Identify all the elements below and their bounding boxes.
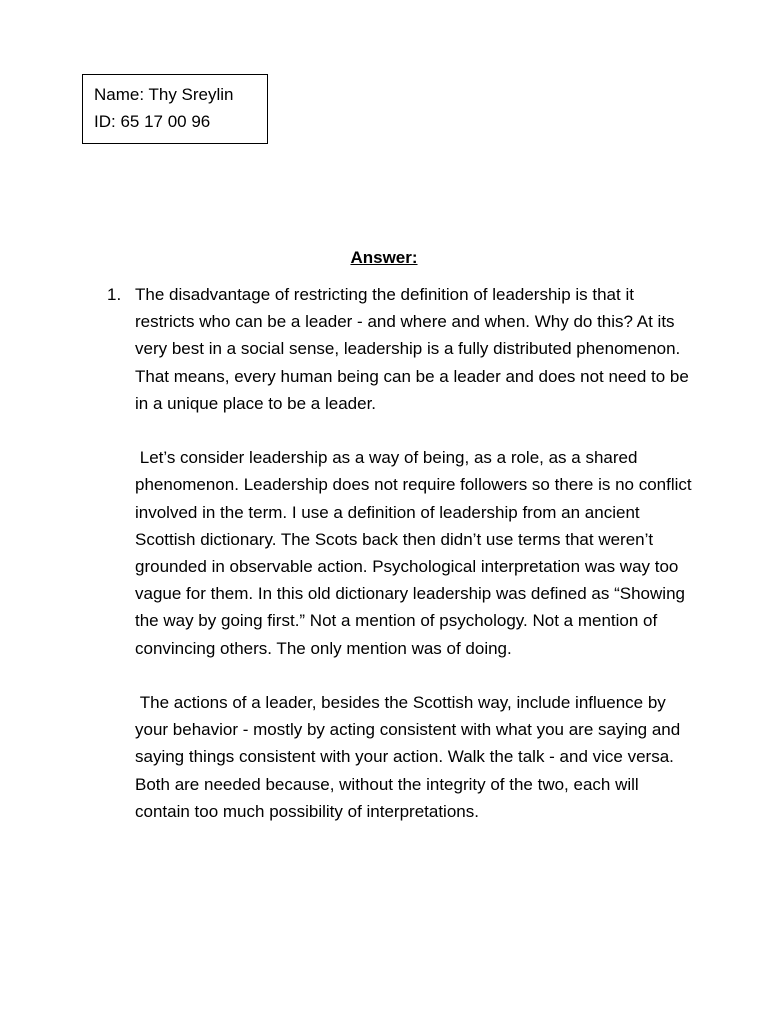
student-name: Name: Thy Sreylin xyxy=(94,85,234,104)
answer-item xyxy=(107,281,697,825)
student-info-box xyxy=(82,74,268,144)
answer-number: 1. xyxy=(107,285,122,304)
answer-list xyxy=(107,281,697,825)
student-id: ID: 65 17 00 96 xyxy=(94,112,211,131)
answer-heading: Answer: xyxy=(350,248,418,267)
answer-paragraph: The actions of a leader, besides the Scottish way, include influence by your behavior - mostly by acting consistent with what you are saying and saying things consistent with your action. Walk the talk - and vice versa. Both are needed because, without the integrity of the two, each will contain too much possibility of interpretations. xyxy=(135,693,685,821)
answer-paragraph: The disadvantage of restricting the definition of leadership is that it restricts who can be a leader - and where and when. Why do this? At its very best in a social sense, leadership is a fully distributed phenomenon. That means, every human being can be a leader and does not need to be in a unique place to be a leader. xyxy=(135,285,689,413)
answer-paragraph: Let’s consider leadership as a way of being, as a role, as a shared phenomenon. Leadership does not require followers so there is no conflict involved in the term. I use a definition of leadership from an ancient Scottish dictionary. The Scots back then didn’t use terms that weren’t grounded in observable action. Psychological interpretation was way too vague for them. In this old dictionary leadership was defined as “Showing the way by going first.” Not a mention of psychology. Not a mention of convincing others. The only mention was of doing. xyxy=(135,448,697,658)
